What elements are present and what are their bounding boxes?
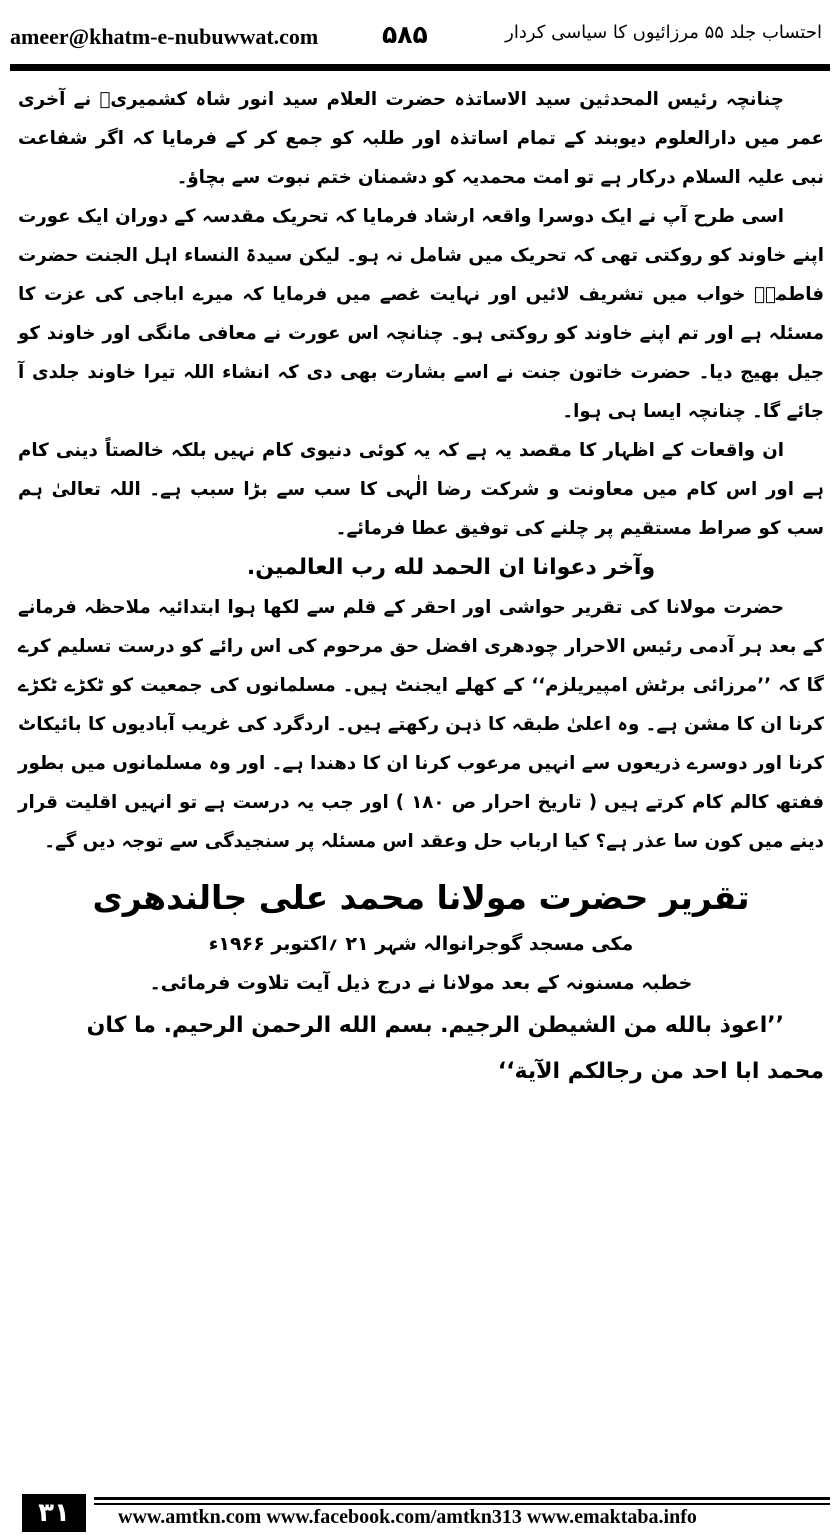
header-running-title: احتساب جلد ۵۵ مرزائیوں کا سیاسی کردار	[505, 22, 822, 43]
verse-line-2: محمد ابا احد من رجالكم الآية‘‘	[497, 1059, 824, 1084]
section-subtitle: مکی مسجد گوجرانوالہ شہر ۲۱ ؍اکتوبر ۱۹۶۶ء	[208, 933, 634, 955]
footer-rule-thin	[94, 1503, 830, 1505]
closing-dua: وآخر دعوانا ان الحمد لله رب العالمين.	[246, 555, 656, 580]
header-email: ameer@khatm-e-nubuwwat.com	[10, 24, 319, 49]
paragraph-dream-incident: اسی طرح آپ نے ایک دوسرا واقعہ ارشاد فرمایا کہ تحریک مقدسہ کے دوران ایک عورت اپنے خاوند کو روکتی تھی کہ تحریک میں شامل نہ ہو۔ لیکن سیدۃ النساء اہل الجنت حضرت فاطمہؓ خواب میں تشریف لائیں اور نہایت غصے میں فرمایا کہ میرے اباجی کی عزت کا مسئلہ ہے اور تم اپنے خاوند کو روکتی ہو۔ چنانچہ اس عورت نے معافی مانگی اور خاوند کو جیل بھیج دیا۔ حضرت خاتون جنت نے اسے بشارت بھی دی کہ انشاء اللہ تیرا خاوند جلدی آ جائے گا۔ چنانچہ ایسا ہی ہوا۔	[18, 206, 824, 422]
page-footer	[0, 1494, 840, 1540]
paragraph-afzal-haq: حضرت مولانا کی تقریر حواشی اور احقر کے قلم سے لکھا ہوا ابتدائیہ ملاحظہ فرمانے کے بعد ہر آدمی رئیس الاحرار چودھری افضل حق مرحوم کی اس رائے کو درست تسلیم کرے گا کہ ’’مرزائی برٹش امپیریلزم‘‘ کے کھلے ایجنٹ ہیں۔ مسلمانوں کی جمعیت کو ٹکڑے ٹکڑے کرنا ان کا مشن ہے۔ وہ اعلیٰ طبقہ کا ذہن رکھتے ہیں۔ اردگرد کی غریب آبادیوں کا بائیکاٹ کرنا اور دوسرے ذریعوں سے انہیں مرعوب کرنا ان کا دھندا ہے۔ اور وہ مسلمانوں میں بطور ففتھ کالم کام کرتے ہیں ( تاریخ احرار ص ۱۸۰ ) اور جب یہ درست ہے تو انہیں اقلیت قرار دینے میں کون سا عذر ہے؟ کیا ارباب حل وعقد اس مسئلہ پر سنجیدگی سے توجہ دیں گے۔	[18, 597, 824, 852]
section-intro: خطبہ مسنونہ کے بعد مولانا نے درج ذیل آیت تلاوت فرمائی۔	[149, 972, 693, 994]
header-page-number: ۵۸۵	[382, 20, 428, 49]
footer-websites: www.amtkn.com www.facebook.com/amtkn313 www.emaktaba.info	[118, 1506, 697, 1528]
section-title: تقریر حضرت مولانا محمد علی جالندھری	[92, 878, 750, 917]
header-rule	[10, 64, 830, 71]
footer-rule-thick	[94, 1497, 830, 1500]
folio-number: ۳۱	[22, 1494, 86, 1532]
page-header	[10, 22, 830, 62]
paragraph-shah-kashmiri: چنانچہ رئیس المحدثین سید الاساتذہ حضرت العلام سید انور شاہ کشمیریؒ نے آخری عمر میں دارالعلوم دیوبند کے تمام اساتذہ اور طلبہ کو جمع کر کے فرمایا کہ اگر شفاعت نبی علیہ السلام درکار ہے تو امت محمدیہ کو دشمنان ختم نبوت سے بچاؤ۔	[18, 89, 824, 188]
paragraph-purpose: ان واقعات کے اظہار کا مقصد یہ ہے کہ یہ کوئی دنیوی کام نہیں بلکہ خالصتاً دینی کام ہے اور اس کام میں معاونت و شرکت رضا الٰہی کا سب سے بڑا سبب ہے۔ اللہ تعالیٰ ہم سب کو صراط مستقیم پر چلنے کی توفیق عطا فرمائے۔	[18, 440, 824, 539]
verse-line-1: ’’اعوذ بالله من الشيطن الرجيم. بسم الله الرحمن الرحيم. ما كان	[86, 1013, 784, 1038]
main-text	[18, 80, 824, 1095]
